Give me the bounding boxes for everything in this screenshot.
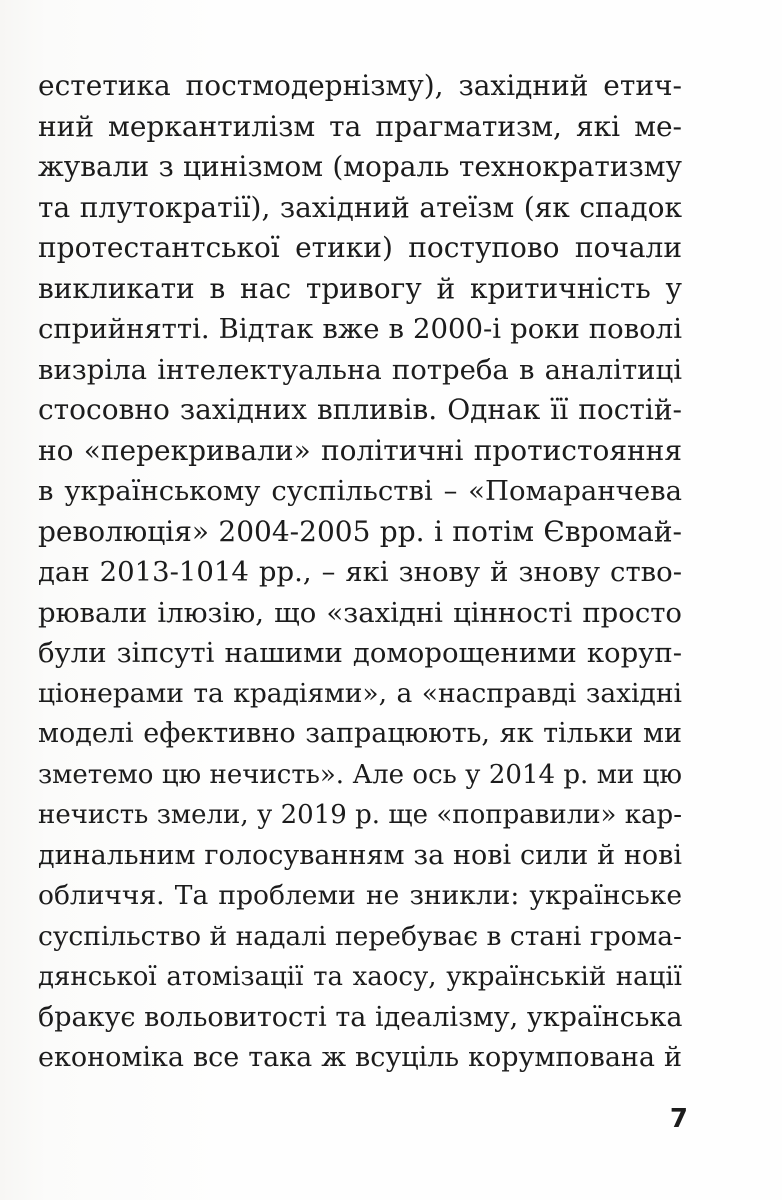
text-line: стосовно західних впливів. Однак її постій- bbox=[38, 393, 682, 426]
text-line: економіка все така ж всуціль корумпована й bbox=[38, 1042, 682, 1073]
text-line: естетика постмодернізму), західний етич- bbox=[38, 69, 682, 102]
text-line: були зіпсуті нашими доморощеними коруп- bbox=[38, 637, 682, 669]
text-line: но «перекривали» політичні протистояння bbox=[38, 433, 682, 467]
text-line: та плутократії), західний атеїзм (як спадок bbox=[38, 190, 682, 224]
text-line: моделі ефективно запрацюють, як тільки ми bbox=[38, 718, 682, 749]
text-line: викликати в нас тривогу й критичність у bbox=[38, 271, 682, 305]
text-line: жували з цинізмом (мораль технократизму bbox=[38, 150, 682, 183]
text-line: сприйнятті. Відтак вже в 2000-і роки поволі bbox=[38, 313, 682, 345]
text-line: ціонерами та крадіями», а «насправді західні bbox=[38, 677, 682, 709]
text-line: зметемо цю нечисть». Але ось у 2014 р. ми цю bbox=[38, 759, 682, 790]
page-number: 7 bbox=[669, 1104, 688, 1134]
body-text bbox=[38, 66, 682, 1079]
text-line: визріла інтелектуальна потреба в аналітиці bbox=[38, 353, 682, 386]
text-line: в українському суспільстві – «Помаранчева bbox=[38, 475, 682, 507]
text-line: рювали ілюзію, що «західні цінності просто bbox=[38, 596, 682, 629]
text-line: динальним голосуванням за нові сили й нові bbox=[38, 839, 682, 871]
text-line: обличчя. Та проблеми не зникли: українське bbox=[38, 880, 682, 911]
text-line: протестантської етики) поступово почали bbox=[38, 231, 682, 264]
text-line: бракує вольовитості та ідеалізму, українська bbox=[38, 1001, 683, 1033]
text-line: нечисть змели, у 2019 р. ще «поправили» кар- bbox=[38, 800, 682, 830]
text-line: ний меркантилізм та прагматизм, які ме- bbox=[38, 109, 682, 143]
text-line: революція» 2004-2005 рр. і потім Євромай- bbox=[38, 514, 682, 548]
text-line: дянської атомізації та хаосу, українській нації bbox=[38, 962, 682, 992]
text-line: суспільство й надалі перебуває в стані грома- bbox=[38, 920, 682, 952]
text-line: дан 2013-1014 рр., – які знову й знову ство- bbox=[38, 556, 682, 588]
